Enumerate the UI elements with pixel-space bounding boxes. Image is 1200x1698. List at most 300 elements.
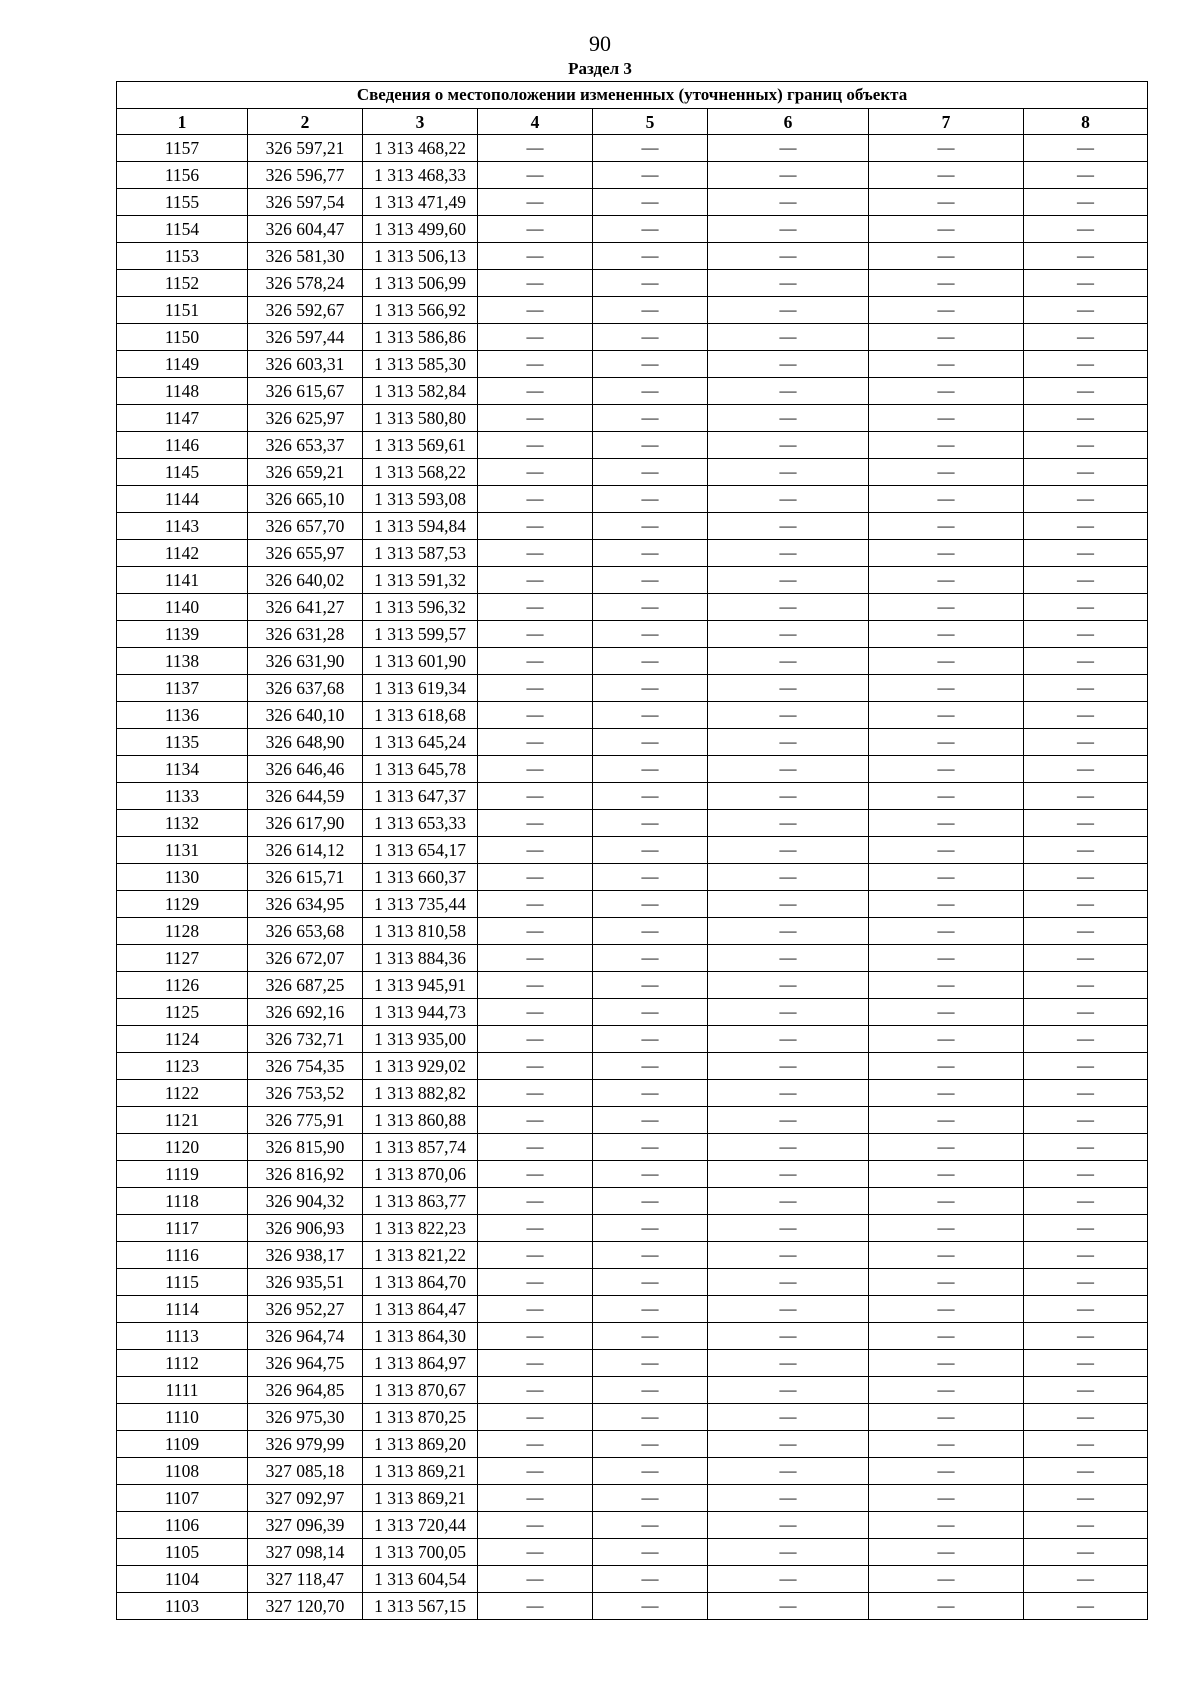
y-coordinate-cell: 1 313 499,60	[363, 216, 478, 243]
empty-cell-col-5: —	[593, 189, 708, 216]
x-coordinate-cell: 326 648,90	[248, 729, 363, 756]
empty-cell-col-5: —	[593, 540, 708, 567]
point-number-cell: 1142	[117, 540, 248, 567]
empty-cell-col-5: —	[593, 1188, 708, 1215]
empty-cell-col-6: —	[708, 1161, 869, 1188]
point-number-cell: 1105	[117, 1539, 248, 1566]
empty-cell-col-7: —	[869, 783, 1024, 810]
empty-cell-col-7: —	[869, 1188, 1024, 1215]
empty-cell-col-7: —	[869, 1161, 1024, 1188]
x-coordinate-cell: 326 935,51	[248, 1269, 363, 1296]
empty-cell-col-7: —	[869, 243, 1024, 270]
empty-cell-col-6: —	[708, 756, 869, 783]
x-coordinate-cell: 327 096,39	[248, 1512, 363, 1539]
y-coordinate-cell: 1 313 566,92	[363, 297, 478, 324]
empty-cell-col-5: —	[593, 1053, 708, 1080]
empty-cell-col-6: —	[708, 783, 869, 810]
x-coordinate-cell: 326 672,07	[248, 945, 363, 972]
x-coordinate-cell: 326 637,68	[248, 675, 363, 702]
x-coordinate-cell: 326 592,67	[248, 297, 363, 324]
table-row	[117, 1215, 1148, 1242]
empty-cell-col-6: —	[708, 594, 869, 621]
empty-cell-col-6: —	[708, 1242, 869, 1269]
empty-cell-col-4: —	[478, 162, 593, 189]
empty-cell-col-7: —	[869, 1485, 1024, 1512]
x-coordinate-cell: 326 938,17	[248, 1242, 363, 1269]
empty-cell-col-5: —	[593, 1350, 708, 1377]
empty-cell-col-8: —	[1024, 405, 1148, 432]
empty-cell-col-8: —	[1024, 1107, 1148, 1134]
empty-cell-col-8: —	[1024, 432, 1148, 459]
empty-cell-col-6: —	[708, 432, 869, 459]
empty-cell-col-6: —	[708, 1539, 869, 1566]
table-row	[117, 1431, 1148, 1458]
table-row	[117, 1458, 1148, 1485]
empty-cell-col-8: —	[1024, 783, 1148, 810]
empty-cell-col-4: —	[478, 783, 593, 810]
empty-cell-col-7: —	[869, 1539, 1024, 1566]
column-header-6: 6	[708, 109, 869, 135]
column-header-8: 8	[1024, 109, 1148, 135]
table-row	[117, 1188, 1148, 1215]
y-coordinate-cell: 1 313 935,00	[363, 1026, 478, 1053]
empty-cell-col-4: —	[478, 864, 593, 891]
point-number-cell: 1103	[117, 1593, 248, 1620]
coordinates-table	[116, 81, 1148, 1620]
y-coordinate-cell: 1 313 647,37	[363, 783, 478, 810]
empty-cell-col-8: —	[1024, 1188, 1148, 1215]
point-number-cell: 1113	[117, 1323, 248, 1350]
x-coordinate-cell: 326 617,90	[248, 810, 363, 837]
empty-cell-col-6: —	[708, 1080, 869, 1107]
table-row	[117, 1026, 1148, 1053]
empty-cell-col-7: —	[869, 378, 1024, 405]
empty-cell-col-5: —	[593, 1593, 708, 1620]
empty-cell-col-6: —	[708, 351, 869, 378]
empty-cell-col-8: —	[1024, 1593, 1148, 1620]
empty-cell-col-7: —	[869, 1404, 1024, 1431]
y-coordinate-cell: 1 313 506,99	[363, 270, 478, 297]
empty-cell-col-7: —	[869, 135, 1024, 162]
y-coordinate-cell: 1 313 864,70	[363, 1269, 478, 1296]
empty-cell-col-8: —	[1024, 1539, 1148, 1566]
point-number-cell: 1138	[117, 648, 248, 675]
empty-cell-col-7: —	[869, 756, 1024, 783]
empty-cell-col-8: —	[1024, 918, 1148, 945]
table-row	[117, 972, 1148, 999]
empty-cell-col-5: —	[593, 810, 708, 837]
table-row	[117, 243, 1148, 270]
empty-cell-col-8: —	[1024, 999, 1148, 1026]
table-row	[117, 162, 1148, 189]
empty-cell-col-6: —	[708, 1485, 869, 1512]
column-header-2: 2	[248, 109, 363, 135]
y-coordinate-cell: 1 313 471,49	[363, 189, 478, 216]
empty-cell-col-6: —	[708, 1458, 869, 1485]
x-coordinate-cell: 326 904,32	[248, 1188, 363, 1215]
empty-cell-col-5: —	[593, 1377, 708, 1404]
empty-cell-col-4: —	[478, 1161, 593, 1188]
empty-cell-col-6: —	[708, 972, 869, 999]
table-row	[117, 189, 1148, 216]
empty-cell-col-8: —	[1024, 540, 1148, 567]
y-coordinate-cell: 1 313 591,32	[363, 567, 478, 594]
empty-cell-col-6: —	[708, 1512, 869, 1539]
y-coordinate-cell: 1 313 645,24	[363, 729, 478, 756]
empty-cell-col-8: —	[1024, 1350, 1148, 1377]
empty-cell-col-8: —	[1024, 945, 1148, 972]
table-row	[117, 135, 1148, 162]
empty-cell-col-6: —	[708, 729, 869, 756]
y-coordinate-cell: 1 313 593,08	[363, 486, 478, 513]
y-coordinate-cell: 1 313 587,53	[363, 540, 478, 567]
table-row	[117, 513, 1148, 540]
table-row	[117, 837, 1148, 864]
empty-cell-col-8: —	[1024, 1296, 1148, 1323]
y-coordinate-cell: 1 313 735,44	[363, 891, 478, 918]
y-coordinate-cell: 1 313 944,73	[363, 999, 478, 1026]
empty-cell-col-7: —	[869, 891, 1024, 918]
empty-cell-col-8: —	[1024, 1512, 1148, 1539]
empty-cell-col-6: —	[708, 1431, 869, 1458]
empty-cell-col-7: —	[869, 270, 1024, 297]
empty-cell-col-6: —	[708, 1377, 869, 1404]
empty-cell-col-6: —	[708, 540, 869, 567]
table-row	[117, 891, 1148, 918]
y-coordinate-cell: 1 313 864,47	[363, 1296, 478, 1323]
empty-cell-col-8: —	[1024, 1566, 1148, 1593]
empty-cell-col-6: —	[708, 918, 869, 945]
x-coordinate-cell: 326 754,35	[248, 1053, 363, 1080]
point-number-cell: 1140	[117, 594, 248, 621]
y-coordinate-cell: 1 313 604,54	[363, 1566, 478, 1593]
empty-cell-col-4: —	[478, 567, 593, 594]
empty-cell-col-5: —	[593, 513, 708, 540]
table-row	[117, 270, 1148, 297]
empty-cell-col-8: —	[1024, 243, 1148, 270]
y-coordinate-cell: 1 313 870,25	[363, 1404, 478, 1431]
x-coordinate-cell: 326 975,30	[248, 1404, 363, 1431]
empty-cell-col-6: —	[708, 297, 869, 324]
empty-cell-col-4: —	[478, 540, 593, 567]
point-number-cell: 1156	[117, 162, 248, 189]
empty-cell-col-7: —	[869, 1512, 1024, 1539]
point-number-cell: 1116	[117, 1242, 248, 1269]
empty-cell-col-7: —	[869, 621, 1024, 648]
table-row	[117, 405, 1148, 432]
point-number-cell: 1118	[117, 1188, 248, 1215]
y-coordinate-cell: 1 313 653,33	[363, 810, 478, 837]
empty-cell-col-6: —	[708, 162, 869, 189]
empty-cell-col-8: —	[1024, 135, 1148, 162]
empty-cell-col-7: —	[869, 459, 1024, 486]
x-coordinate-cell: 326 615,71	[248, 864, 363, 891]
empty-cell-col-4: —	[478, 1350, 593, 1377]
y-coordinate-cell: 1 313 654,17	[363, 837, 478, 864]
x-coordinate-cell: 326 631,28	[248, 621, 363, 648]
empty-cell-col-4: —	[478, 972, 593, 999]
empty-cell-col-6: —	[708, 459, 869, 486]
point-number-cell: 1123	[117, 1053, 248, 1080]
empty-cell-col-7: —	[869, 702, 1024, 729]
point-number-cell: 1109	[117, 1431, 248, 1458]
empty-cell-col-7: —	[869, 729, 1024, 756]
empty-cell-col-8: —	[1024, 1215, 1148, 1242]
empty-cell-col-6: —	[708, 378, 869, 405]
x-coordinate-cell: 326 631,90	[248, 648, 363, 675]
y-coordinate-cell: 1 313 645,78	[363, 756, 478, 783]
table-row	[117, 324, 1148, 351]
empty-cell-col-4: —	[478, 729, 593, 756]
y-coordinate-cell: 1 313 884,36	[363, 945, 478, 972]
y-coordinate-cell: 1 313 585,30	[363, 351, 478, 378]
empty-cell-col-4: —	[478, 1026, 593, 1053]
empty-cell-col-7: —	[869, 1431, 1024, 1458]
empty-cell-col-6: —	[708, 243, 869, 270]
y-coordinate-cell: 1 313 619,34	[363, 675, 478, 702]
table-row	[117, 594, 1148, 621]
empty-cell-col-4: —	[478, 702, 593, 729]
empty-cell-col-5: —	[593, 756, 708, 783]
empty-cell-col-8: —	[1024, 702, 1148, 729]
empty-cell-col-4: —	[478, 297, 593, 324]
empty-cell-col-5: —	[593, 432, 708, 459]
empty-cell-col-6: —	[708, 270, 869, 297]
x-coordinate-cell: 326 952,27	[248, 1296, 363, 1323]
x-coordinate-cell: 327 098,14	[248, 1539, 363, 1566]
empty-cell-col-4: —	[478, 1323, 593, 1350]
x-coordinate-cell: 326 657,70	[248, 513, 363, 540]
empty-cell-col-4: —	[478, 1188, 593, 1215]
empty-cell-col-5: —	[593, 1161, 708, 1188]
empty-cell-col-4: —	[478, 945, 593, 972]
table-row	[117, 864, 1148, 891]
table-row	[117, 918, 1148, 945]
empty-cell-col-5: —	[593, 864, 708, 891]
empty-cell-col-8: —	[1024, 1053, 1148, 1080]
y-coordinate-cell: 1 313 821,22	[363, 1242, 478, 1269]
y-coordinate-cell: 1 313 567,15	[363, 1593, 478, 1620]
empty-cell-col-4: —	[478, 135, 593, 162]
empty-cell-col-7: —	[869, 1080, 1024, 1107]
table-row	[117, 1053, 1148, 1080]
empty-cell-col-7: —	[869, 1053, 1024, 1080]
empty-cell-col-4: —	[478, 594, 593, 621]
empty-cell-col-7: —	[869, 297, 1024, 324]
empty-cell-col-4: —	[478, 1296, 593, 1323]
empty-cell-col-4: —	[478, 1485, 593, 1512]
point-number-cell: 1130	[117, 864, 248, 891]
point-number-cell: 1119	[117, 1161, 248, 1188]
empty-cell-col-6: —	[708, 135, 869, 162]
y-coordinate-cell: 1 313 618,68	[363, 702, 478, 729]
x-coordinate-cell: 326 816,92	[248, 1161, 363, 1188]
page-number: 90	[589, 31, 611, 56]
empty-cell-col-7: —	[869, 972, 1024, 999]
empty-cell-col-8: —	[1024, 891, 1148, 918]
empty-cell-col-7: —	[869, 837, 1024, 864]
table-row	[117, 351, 1148, 378]
empty-cell-col-5: —	[593, 1458, 708, 1485]
empty-cell-col-8: —	[1024, 648, 1148, 675]
empty-cell-col-5: —	[593, 1404, 708, 1431]
x-coordinate-cell: 326 687,25	[248, 972, 363, 999]
x-coordinate-cell: 326 604,47	[248, 216, 363, 243]
table-row	[117, 459, 1148, 486]
empty-cell-col-8: —	[1024, 837, 1148, 864]
empty-cell-col-6: —	[708, 675, 869, 702]
empty-cell-col-5: —	[593, 1215, 708, 1242]
table-row	[117, 1161, 1148, 1188]
point-number-cell: 1110	[117, 1404, 248, 1431]
table-row	[117, 216, 1148, 243]
empty-cell-col-8: —	[1024, 621, 1148, 648]
empty-cell-col-7: —	[869, 675, 1024, 702]
empty-cell-col-8: —	[1024, 270, 1148, 297]
point-number-cell: 1133	[117, 783, 248, 810]
empty-cell-col-6: —	[708, 621, 869, 648]
point-number-cell: 1128	[117, 918, 248, 945]
point-number-cell: 1145	[117, 459, 248, 486]
point-number-cell: 1154	[117, 216, 248, 243]
empty-cell-col-7: —	[869, 864, 1024, 891]
empty-cell-col-5: —	[593, 135, 708, 162]
empty-cell-col-5: —	[593, 297, 708, 324]
empty-cell-col-4: —	[478, 1269, 593, 1296]
table-row	[117, 1539, 1148, 1566]
point-number-cell: 1150	[117, 324, 248, 351]
x-coordinate-cell: 326 578,24	[248, 270, 363, 297]
empty-cell-col-8: —	[1024, 1323, 1148, 1350]
point-number-cell: 1141	[117, 567, 248, 594]
table-body	[117, 135, 1148, 1620]
y-coordinate-cell: 1 313 860,88	[363, 1107, 478, 1134]
empty-cell-col-7: —	[869, 351, 1024, 378]
empty-cell-col-4: —	[478, 837, 593, 864]
empty-cell-col-4: —	[478, 756, 593, 783]
empty-cell-col-5: —	[593, 324, 708, 351]
empty-cell-col-4: —	[478, 189, 593, 216]
point-number-cell: 1104	[117, 1566, 248, 1593]
y-coordinate-cell: 1 313 810,58	[363, 918, 478, 945]
empty-cell-col-5: —	[593, 162, 708, 189]
empty-cell-col-7: —	[869, 1215, 1024, 1242]
y-coordinate-cell: 1 313 660,37	[363, 864, 478, 891]
point-number-cell: 1146	[117, 432, 248, 459]
empty-cell-col-8: —	[1024, 216, 1148, 243]
point-number-cell: 1117	[117, 1215, 248, 1242]
empty-cell-col-5: —	[593, 675, 708, 702]
table-row	[117, 1512, 1148, 1539]
empty-cell-col-5: —	[593, 972, 708, 999]
empty-cell-col-8: —	[1024, 1026, 1148, 1053]
x-coordinate-cell: 326 597,21	[248, 135, 363, 162]
empty-cell-col-5: —	[593, 783, 708, 810]
empty-cell-col-5: —	[593, 567, 708, 594]
empty-cell-col-6: —	[708, 567, 869, 594]
empty-cell-col-5: —	[593, 243, 708, 270]
empty-cell-col-5: —	[593, 999, 708, 1026]
empty-cell-col-6: —	[708, 864, 869, 891]
y-coordinate-cell: 1 313 582,84	[363, 378, 478, 405]
y-coordinate-cell: 1 313 468,33	[363, 162, 478, 189]
point-number-cell: 1125	[117, 999, 248, 1026]
point-number-cell: 1134	[117, 756, 248, 783]
empty-cell-col-7: —	[869, 540, 1024, 567]
table-row	[117, 702, 1148, 729]
table-row	[117, 1269, 1148, 1296]
table-row	[117, 1485, 1148, 1512]
empty-cell-col-8: —	[1024, 1431, 1148, 1458]
point-number-cell: 1120	[117, 1134, 248, 1161]
empty-cell-col-5: —	[593, 1566, 708, 1593]
empty-cell-col-8: —	[1024, 1161, 1148, 1188]
empty-cell-col-5: —	[593, 1134, 708, 1161]
empty-cell-col-6: —	[708, 1296, 869, 1323]
empty-cell-col-8: —	[1024, 513, 1148, 540]
y-coordinate-cell: 1 313 599,57	[363, 621, 478, 648]
empty-cell-col-4: —	[478, 675, 593, 702]
table-row	[117, 297, 1148, 324]
empty-cell-col-6: —	[708, 216, 869, 243]
empty-cell-col-6: —	[708, 999, 869, 1026]
x-coordinate-cell: 326 964,75	[248, 1350, 363, 1377]
point-number-cell: 1139	[117, 621, 248, 648]
point-number-cell: 1124	[117, 1026, 248, 1053]
empty-cell-col-4: —	[478, 1080, 593, 1107]
empty-cell-col-4: —	[478, 1593, 593, 1620]
point-number-cell: 1153	[117, 243, 248, 270]
x-coordinate-cell: 326 692,16	[248, 999, 363, 1026]
y-coordinate-cell: 1 313 506,13	[363, 243, 478, 270]
empty-cell-col-8: —	[1024, 1080, 1148, 1107]
y-coordinate-cell: 1 313 586,86	[363, 324, 478, 351]
empty-cell-col-6: —	[708, 702, 869, 729]
point-number-cell: 1149	[117, 351, 248, 378]
y-coordinate-cell: 1 313 700,05	[363, 1539, 478, 1566]
y-coordinate-cell: 1 313 857,74	[363, 1134, 478, 1161]
x-coordinate-cell: 326 653,68	[248, 918, 363, 945]
column-header-5: 5	[593, 109, 708, 135]
empty-cell-col-5: —	[593, 621, 708, 648]
x-coordinate-cell: 326 603,31	[248, 351, 363, 378]
x-coordinate-cell: 326 753,52	[248, 1080, 363, 1107]
x-coordinate-cell: 326 615,67	[248, 378, 363, 405]
x-coordinate-cell: 326 596,77	[248, 162, 363, 189]
empty-cell-col-6: —	[708, 486, 869, 513]
empty-cell-col-8: —	[1024, 189, 1148, 216]
x-coordinate-cell: 326 775,91	[248, 1107, 363, 1134]
empty-cell-col-7: —	[869, 432, 1024, 459]
empty-cell-col-4: —	[478, 351, 593, 378]
table-row	[117, 729, 1148, 756]
point-number-cell: 1144	[117, 486, 248, 513]
empty-cell-col-6: —	[708, 810, 869, 837]
x-coordinate-cell: 326 640,10	[248, 702, 363, 729]
empty-cell-col-7: —	[869, 1026, 1024, 1053]
empty-cell-col-5: —	[593, 1026, 708, 1053]
empty-cell-col-5: —	[593, 918, 708, 945]
empty-cell-col-6: —	[708, 1053, 869, 1080]
y-coordinate-cell: 1 313 822,23	[363, 1215, 478, 1242]
empty-cell-col-6: —	[708, 1593, 869, 1620]
empty-cell-col-6: —	[708, 1215, 869, 1242]
y-coordinate-cell: 1 313 864,97	[363, 1350, 478, 1377]
x-coordinate-cell: 326 964,85	[248, 1377, 363, 1404]
empty-cell-col-4: —	[478, 621, 593, 648]
point-number-cell: 1143	[117, 513, 248, 540]
empty-cell-col-5: —	[593, 945, 708, 972]
